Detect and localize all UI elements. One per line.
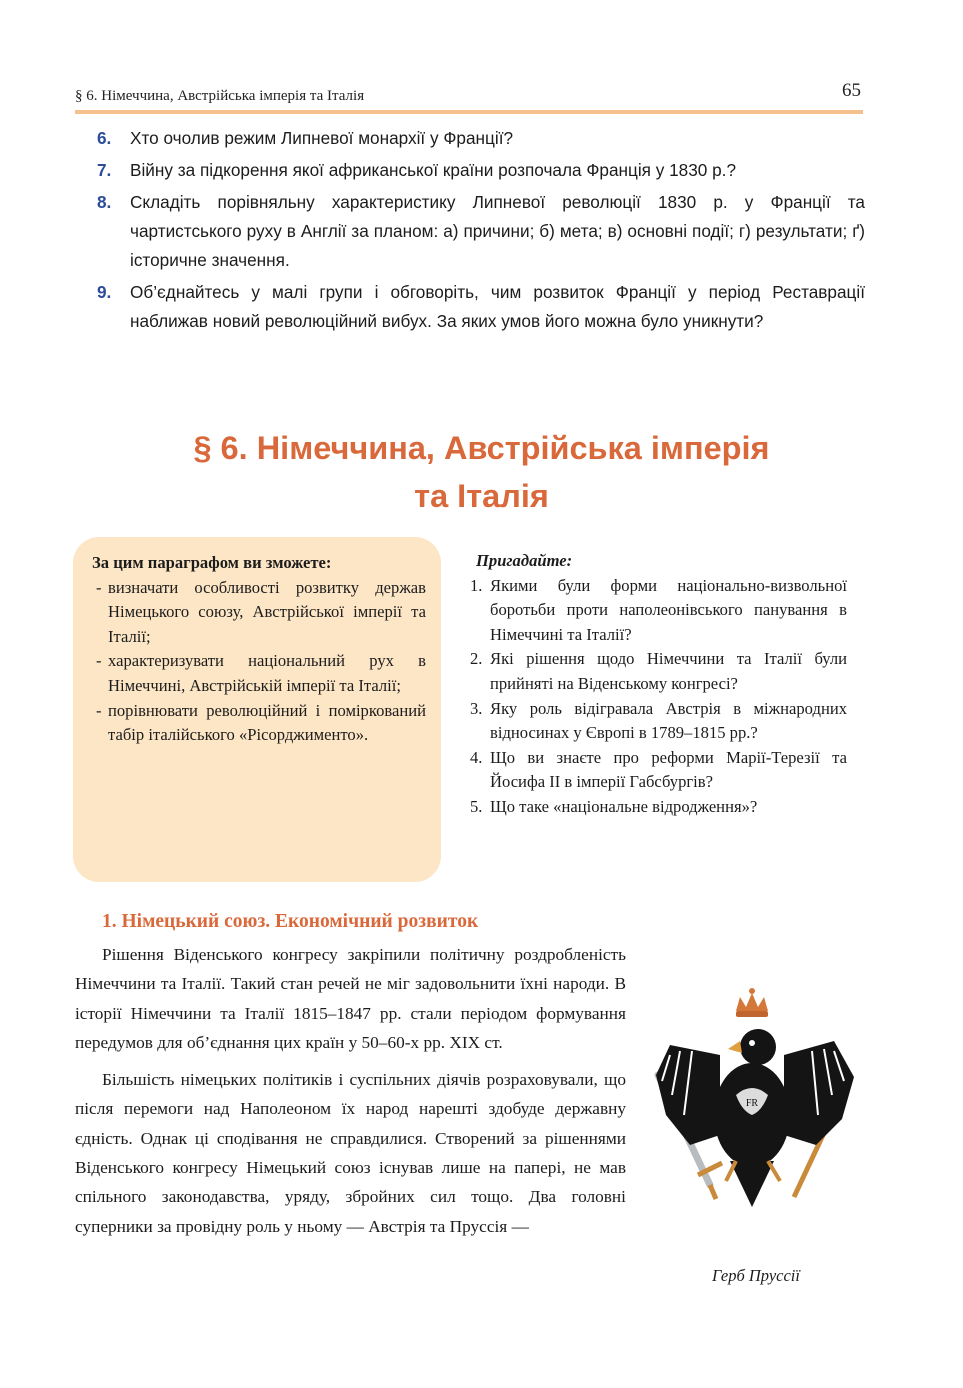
recall-number: 2. [470,649,483,669]
crown-icon [736,988,768,1017]
question-number: 6. [97,128,112,148]
recall-block [470,549,847,820]
question-item [97,124,865,153]
recall-item [470,746,847,795]
paragraph: Більшість німецьких політиків і суспільних діячів розраховували, що після перемоги над Наполеоном їх народ нарешті здобуде державну єдність. Однак ці сподівання не справдилися. Створений за рішеннями Віденського конгресу Німецький союз існував лише на папері, не мав спільного законодавства, уряду, збройних сил тощо. Два головні суперники за провідну роль у ньому — Австрія та Пруссія — [75,1070,626,1236]
recall-number: 1. [470,575,483,595]
svg-text:FR: FR [745,1098,759,1109]
prussian-eagle-icon [650,985,862,1217]
question-text: Складіть порівняльну характеристику Липневої революції 1830 р. у Франції та чартистського руху в Англії за планом: а) причини; б) мета; в) основні події; г) результати; ґ) історичне значення. [130,192,865,270]
question-number: 7. [97,160,112,180]
goal-text: порівнювати революційний і поміркований табір італійського «Рісорджименто». [108,700,426,745]
question-text: Хто очолив режим Липневої монархії у Франції? [130,128,514,148]
recall-item [470,697,847,746]
question-item [97,188,865,275]
question-text: Війну за підкорення якої африканської країни розпочала Франція у 1830 р.? [130,160,737,180]
recall-number: 4. [470,747,483,767]
paragraph: Рішення Віденського конгресу закріпили політичну роздробленість Німеччини та Італії. Такий стан речей не міг задовольнити їхні народи. В історії Німеччини та Італії 1815–1847 рр. стали періодом формування передумов для об’єднання цих країн у 50–60-х рр. XIX ст. [75,945,626,1052]
running-title: § 6. Німеччина, Австрійська імперія та Італія [75,88,365,104]
section-title [60,424,903,520]
goals-heading: За цим параграфом ви зможете: [92,553,332,572]
figure-caption: Герб Пруссії [712,1266,800,1285]
goal-text: характеризувати національний рух в Німеччині, Австрійській імперії та Італії; [108,651,426,695]
goal-text: визначати особливості розвитку держав Німецького союзу, Австрійської імперії та Італії; [108,577,426,646]
recall-item [470,574,847,648]
question-text: Об’єднайтесь у малі групи і обговоріть, чим розвиток Франції у період Реставрації наближав новий революційний вибух. За яких умов його можна було уникнути? [130,282,865,331]
recall-item [470,647,847,696]
recall-text: Які рішення щодо Німеччини та Італії були прийняті на Віденському конгресі? [490,649,847,693]
page-number: 65 [842,80,861,101]
section-title-line: § 6. Німеччина, Австрійська імперія [193,430,770,466]
recall-text: Яку роль відігравала Австрія в міжнародних відносинах у Європі в 1789–1815 рр.? [490,698,847,743]
question-item [97,278,865,336]
question-number: 9. [97,282,112,302]
recall-text: Якими були форми національно-визвольної боротьби проти наполеонівського панування в Німеччині та Італії? [490,575,847,644]
recall-number: 3. [470,698,483,718]
recall-text: Що таке «національне відродження»? [490,796,758,816]
question-item [97,156,865,185]
subsection-title: 1. Німецький союз. Економічний розвиток [102,911,479,932]
section-title-line: та Італія [414,478,549,514]
learning-goals-box [73,537,441,882]
question-list [97,124,865,339]
goal-item: - характеризувати національний рух в Німеччині, Австрійській імперії та Італії; [96,651,426,695]
question-number: 8. [97,192,112,212]
recall-heading: Пригадайте: [476,551,573,570]
recall-number: 5. [470,796,483,816]
goal-item: - визначати особливості розвитку держав Німецького союзу, Австрійської імперії та Італії; [96,577,426,646]
recall-item [470,795,847,820]
goal-item: - порівнювати революційний і поміркований табір італійського «Рісорджименто». [96,700,426,745]
running-header [75,80,863,114]
body-text [75,940,626,1249]
recall-text: Що ви знаєте про реформи Марії-Терезії та Йосифа II в імперії Габсбургів? [490,747,847,792]
